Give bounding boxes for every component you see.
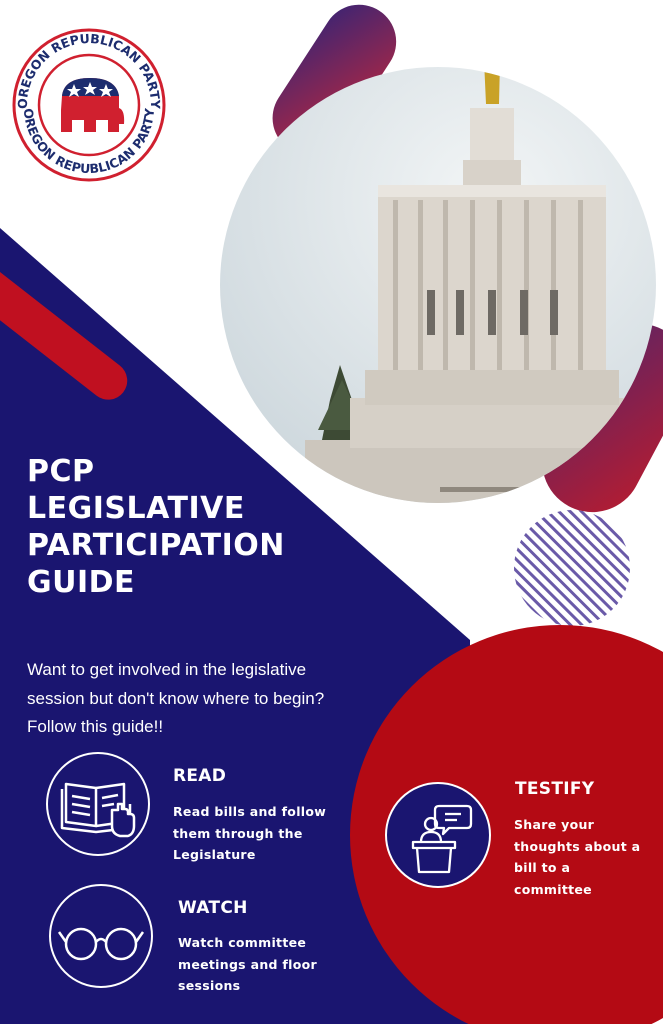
intro-text: [27, 656, 417, 742]
testify-heading: TESTIFY: [515, 779, 595, 799]
page-title: [27, 453, 357, 601]
intro-line: session but don't know where to begin?: [27, 688, 325, 708]
intro-line: Follow this guide!!: [27, 717, 164, 736]
read-description: Read bills and follow them through the Legislature: [173, 804, 327, 862]
read-heading: READ: [173, 766, 227, 786]
logo-ring-text-top: OREGON REPUBLICAN PARTY: [14, 30, 164, 110]
watch-heading: WATCH: [178, 898, 248, 918]
title-line: LEGISLATIVE: [27, 491, 245, 526]
title-line: PCP: [27, 454, 95, 489]
title-line: PARTICIPATION: [27, 528, 285, 563]
svg-text:OREGON REPUBLICAN PARTY: [15, 31, 163, 110]
svg-text:OREGON REPUBLICAN PARTY: [21, 107, 157, 176]
glasses-icon: [49, 884, 153, 988]
intro-line: Want to get involved in the legislative: [27, 660, 307, 679]
title-line: GUIDE: [27, 565, 136, 600]
watch-description: Watch committee meetings and floor sessions: [178, 935, 317, 993]
testify-description: Share your thoughts about a bill to a committee: [514, 817, 641, 897]
book-pointer-icon: [46, 752, 150, 856]
logo-ring-text-bottom: OREGON REPUBLICAN PARTY: [20, 107, 158, 177]
speaker-at-podium-icon: [385, 782, 491, 888]
